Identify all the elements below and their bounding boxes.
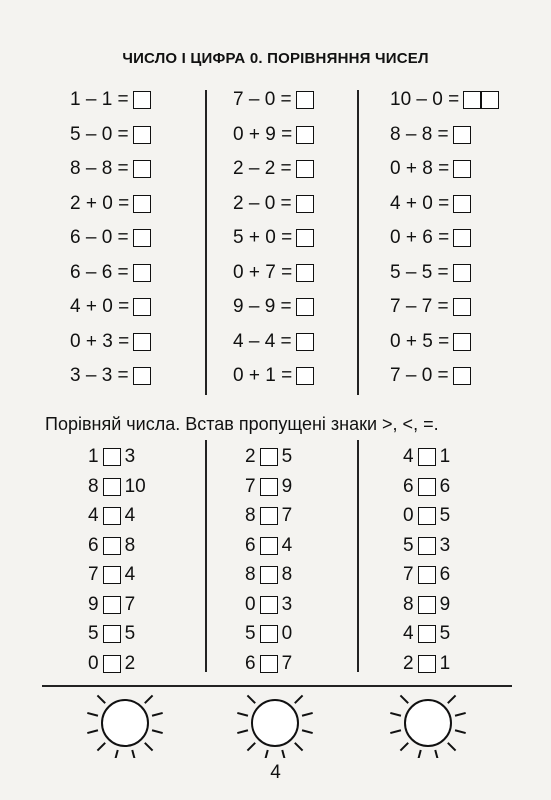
right-number: 8 <box>124 534 136 556</box>
answer-box[interactable] <box>481 91 499 109</box>
right-number: 5 <box>281 446 293 467</box>
equation-text: 7 – 0 = <box>390 365 449 386</box>
equation-text: 2 + 0 = <box>70 192 130 214</box>
sign-box[interactable] <box>260 507 278 525</box>
equation-row <box>70 227 151 249</box>
equation-row <box>390 89 499 111</box>
left-number: 8 <box>88 475 99 497</box>
equation-row <box>233 158 314 180</box>
sign-box[interactable] <box>103 596 121 614</box>
equation-row <box>390 158 471 180</box>
column-divider <box>357 440 359 672</box>
compare-row <box>403 505 450 527</box>
sign-box[interactable] <box>103 625 121 643</box>
equation-row <box>233 262 314 284</box>
right-number: 1 <box>439 446 451 467</box>
equation-text: 0 + 8 = <box>390 158 450 179</box>
right-number: 3 <box>124 446 136 467</box>
right-number: 8 <box>281 564 293 585</box>
equation-text: 1 – 1 = <box>70 89 129 110</box>
equation-text: 0 + 3 = <box>70 330 130 352</box>
left-number: 9 <box>88 593 99 615</box>
answer-box[interactable] <box>133 160 151 178</box>
equation-row <box>233 296 314 318</box>
right-number: 1 <box>439 652 451 674</box>
right-number: 7 <box>281 652 293 674</box>
answer-box[interactable] <box>133 91 151 109</box>
page-title: ЧИСЛО І ЦИФРА 0. ПОРІВНЯННЯ ЧИСЕЛ <box>122 50 429 67</box>
sign-box[interactable] <box>103 566 121 584</box>
sign-box[interactable] <box>418 566 436 584</box>
compare-row <box>88 623 135 645</box>
left-number: 6 <box>245 652 256 674</box>
sign-box[interactable] <box>418 625 436 643</box>
sign-box[interactable] <box>418 655 436 673</box>
equation-row <box>390 262 471 284</box>
right-number: 3 <box>439 534 451 556</box>
left-number: 1 <box>88 446 99 467</box>
right-number: 9 <box>439 593 451 615</box>
equation-text: 8 – 8 = <box>390 123 449 145</box>
left-number: 2 <box>245 446 256 467</box>
sign-box[interactable] <box>418 478 436 496</box>
answer-box[interactable] <box>133 264 151 282</box>
compare-row <box>403 476 450 498</box>
column-divider <box>205 90 207 395</box>
right-number: 0 <box>281 623 293 644</box>
equation-row <box>70 296 151 318</box>
equation-row <box>70 193 151 215</box>
equation-text: 5 – 5 = <box>390 261 449 283</box>
equation-text: 7 – 0 = <box>233 89 292 110</box>
sign-box[interactable] <box>103 478 121 496</box>
compare-row <box>403 623 450 645</box>
equation-row <box>233 124 314 146</box>
page-number: 4 <box>270 762 281 783</box>
equation-text: 0 + 1 = <box>233 365 293 386</box>
equation-text: 0 + 5 = <box>390 330 450 352</box>
answer-box[interactable] <box>463 91 481 109</box>
sign-box[interactable] <box>418 537 436 555</box>
left-number: 4 <box>88 505 99 526</box>
compare-row <box>88 594 135 616</box>
right-number: 4 <box>281 534 293 556</box>
equation-row <box>390 365 471 387</box>
left-number: 5 <box>403 534 414 556</box>
compare-row <box>88 653 135 675</box>
equation-text: 9 – 9 = <box>233 296 292 317</box>
compare-row <box>245 446 292 468</box>
left-number: 4 <box>403 446 414 467</box>
compare-row <box>88 446 135 468</box>
sign-box[interactable] <box>260 537 278 555</box>
equation-text: 6 – 6 = <box>70 261 129 283</box>
right-number: 7 <box>124 593 136 615</box>
equation-text: 6 – 0 = <box>70 227 129 248</box>
equation-text: 8 – 8 = <box>70 158 129 179</box>
right-number: 3 <box>281 593 293 615</box>
equation-text: 0 + 6 = <box>390 227 450 248</box>
right-number: 4 <box>124 564 136 585</box>
equation-row <box>70 158 151 180</box>
answer-box[interactable] <box>296 264 314 282</box>
left-number: 8 <box>403 593 414 615</box>
sign-box[interactable] <box>103 507 121 525</box>
sign-box[interactable] <box>260 625 278 643</box>
equation-text: 2 – 0 = <box>233 192 292 214</box>
compare-row <box>88 476 146 498</box>
equation-text: 7 – 7 = <box>390 296 449 317</box>
compare-row <box>245 505 292 527</box>
left-number: 2 <box>403 652 414 674</box>
sign-box[interactable] <box>418 596 436 614</box>
sun-icon <box>373 688 483 758</box>
answer-box[interactable] <box>133 298 151 316</box>
equation-row <box>233 227 314 249</box>
answer-box[interactable] <box>296 298 314 316</box>
answer-box[interactable] <box>296 333 314 351</box>
right-number: 9 <box>281 475 293 497</box>
left-number: 5 <box>245 623 256 644</box>
sign-box[interactable] <box>260 448 278 466</box>
compare-row <box>245 653 292 675</box>
equation-text: 10 – 0 = <box>390 89 460 110</box>
left-number: 7 <box>245 475 256 497</box>
left-number: 7 <box>88 564 99 585</box>
compare-row <box>88 535 135 557</box>
sun-icon <box>220 688 330 758</box>
answer-box[interactable] <box>296 229 314 247</box>
equation-row <box>70 89 151 111</box>
right-number: 6 <box>439 564 451 585</box>
answer-box[interactable] <box>133 195 151 213</box>
sign-box[interactable] <box>103 448 121 466</box>
sign-box[interactable] <box>260 478 278 496</box>
answer-box[interactable] <box>296 160 314 178</box>
left-number: 6 <box>88 534 99 556</box>
right-number: 5 <box>439 623 451 644</box>
right-number: 5 <box>124 623 136 644</box>
equation-text: 5 – 0 = <box>70 123 129 145</box>
compare-row <box>88 564 135 586</box>
equation-text: 4 + 0 = <box>70 296 130 317</box>
equation-text: 2 – 2 = <box>233 158 292 179</box>
compare-row <box>88 505 135 527</box>
compare-row <box>403 653 450 675</box>
compare-row <box>245 564 292 586</box>
equation-text: 0 + 9 = <box>233 123 293 145</box>
left-number: 0 <box>245 593 256 615</box>
right-number: 7 <box>281 505 293 526</box>
left-number: 0 <box>88 652 99 674</box>
answer-box[interactable] <box>453 126 471 144</box>
left-number: 5 <box>88 623 99 644</box>
compare-row <box>403 564 450 586</box>
instruction-text: Порівняй числа. Встав пропущені знаки >, <, =. <box>45 414 439 434</box>
left-number: 8 <box>245 564 256 585</box>
answer-box[interactable] <box>453 367 471 385</box>
answer-box[interactable] <box>296 91 314 109</box>
equation-text: 5 + 0 = <box>233 227 293 248</box>
answer-box[interactable] <box>133 367 151 385</box>
right-number: 2 <box>124 652 136 674</box>
answer-box[interactable] <box>296 195 314 213</box>
equation-row <box>70 331 151 353</box>
answer-box[interactable] <box>453 195 471 213</box>
compare-row <box>403 535 450 557</box>
answer-box[interactable] <box>296 126 314 144</box>
answer-box[interactable] <box>453 264 471 282</box>
equation-text: 4 + 0 = <box>390 192 450 214</box>
left-number: 6 <box>245 534 256 556</box>
right-number: 4 <box>124 505 136 526</box>
equation-row <box>390 331 471 353</box>
equation-row <box>390 124 471 146</box>
right-number: 10 <box>124 475 146 497</box>
sign-box[interactable] <box>103 655 121 673</box>
equation-text: 4 – 4 = <box>233 330 292 352</box>
left-number: 8 <box>245 505 256 526</box>
answer-box[interactable] <box>133 333 151 351</box>
column-divider <box>205 440 207 672</box>
equation-row <box>390 227 471 249</box>
compare-row <box>245 476 292 498</box>
answer-box[interactable] <box>133 229 151 247</box>
sun-icon <box>70 688 180 758</box>
equation-text: 0 + 7 = <box>233 261 293 283</box>
answer-box[interactable] <box>453 229 471 247</box>
compare-row <box>245 594 292 616</box>
left-number: 0 <box>403 505 414 526</box>
answer-box[interactable] <box>453 298 471 316</box>
sign-box[interactable] <box>260 655 278 673</box>
answer-box[interactable] <box>296 367 314 385</box>
sign-box[interactable] <box>418 507 436 525</box>
equation-text: 3 – 3 = <box>70 365 129 386</box>
left-number: 6 <box>403 475 414 497</box>
left-number: 4 <box>403 623 414 644</box>
equation-row <box>233 89 314 111</box>
compare-row <box>245 623 292 645</box>
column-divider <box>357 90 359 395</box>
equation-row <box>233 365 314 387</box>
compare-row <box>403 446 450 468</box>
compare-row <box>403 594 450 616</box>
sign-box[interactable] <box>418 448 436 466</box>
sign-box[interactable] <box>260 596 278 614</box>
equation-row <box>70 262 151 284</box>
equation-row <box>390 193 471 215</box>
equation-row <box>390 296 471 318</box>
answer-box[interactable] <box>133 126 151 144</box>
equation-row <box>70 124 151 146</box>
sign-box[interactable] <box>260 566 278 584</box>
right-number: 5 <box>439 505 451 526</box>
equation-row <box>233 193 314 215</box>
right-number: 6 <box>439 475 451 497</box>
answer-box[interactable] <box>453 160 471 178</box>
sign-box[interactable] <box>103 537 121 555</box>
left-number: 7 <box>403 564 414 585</box>
compare-row <box>245 535 292 557</box>
bottom-divider <box>42 685 512 687</box>
answer-box[interactable] <box>453 333 471 351</box>
equation-row <box>233 331 314 353</box>
equation-row <box>70 365 151 387</box>
